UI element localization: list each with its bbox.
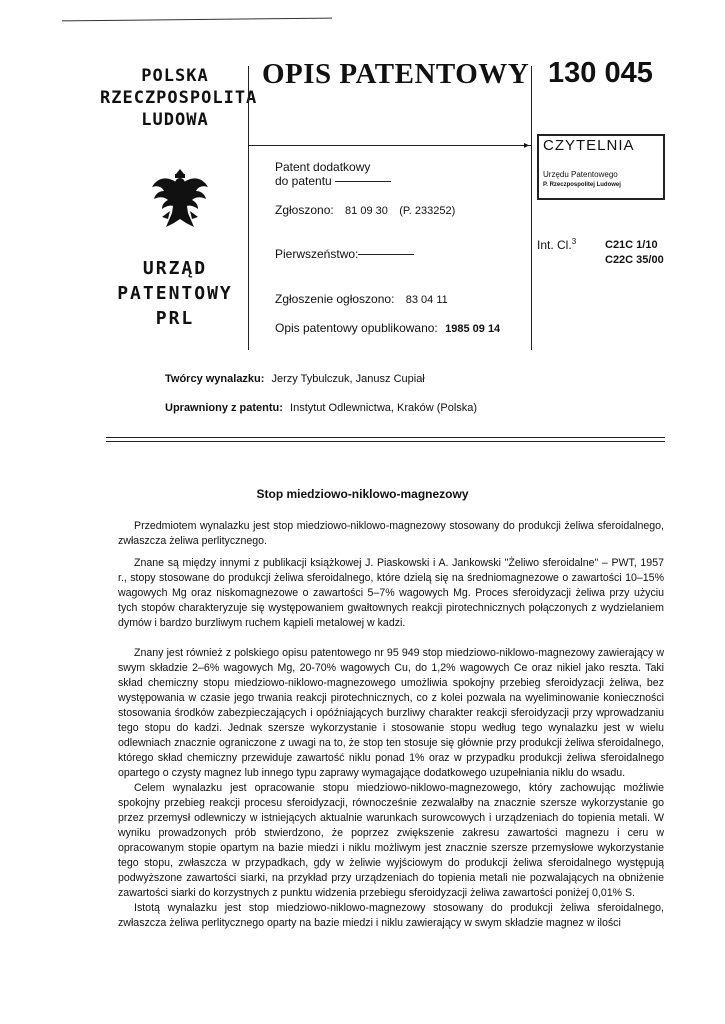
office-name-line-3: PRL — [155, 308, 195, 329]
classification-label: Int. Cl. — [537, 238, 572, 252]
classification-superscript: 3 — [571, 237, 577, 246]
patent-published-label: Opis patentowy opublikowano: — [275, 321, 438, 335]
additional-patent-label-1: Patent dodatkowy — [275, 160, 371, 174]
header-divider-right — [531, 66, 532, 350]
arrow-icon: ▸ — [524, 140, 530, 151]
application-published-label: Zgłoszenie ogłoszono: — [275, 292, 395, 306]
header-rule — [248, 145, 531, 146]
patent-number: 130 045 — [548, 57, 653, 89]
office-name-line-2: PATENTOWY — [117, 283, 233, 304]
article-title: Stop miedziowo-niklowo-magnezowy — [256, 487, 469, 501]
top-rule — [62, 18, 332, 22]
country-name-line-2: RZECZPOSPOLITA — [100, 88, 258, 108]
stamp-line-2: P. Rzeczpospolitej Ludowej — [543, 182, 621, 188]
document-title: OPIS PATENTOWY — [262, 58, 530, 90]
filed-row — [275, 203, 455, 218]
additional-patent-row — [275, 174, 391, 188]
priority-row — [275, 247, 414, 261]
paragraph-2: Znane są między innymi z publikacji książkowej J. Piaskowski i A. Jankowski "Żeliwo sferoidalne" – PWT, 1957 r., stopy stosowane do produkcji żeliwa sferoidalnego, które dzielą się na średniomagnezowe o zawartości 10–15% wagowych Mg oraz niskomagnezowe o zawartości 5–7% wagowych Mg. Proces sferoidyzacji żeliwa przy użyciu tych stopów charakteryzuje się występowaniem gwałtownych reakcji pirotechnicznych połączonych z wydzielaniem dymów i bardzo burzliwym ruchem kąpieli metalowej w kadzi. — [118, 557, 664, 629]
filed-number: (P. 233252) — [399, 205, 456, 217]
ipc-code-1: C21C 1/10 — [605, 239, 658, 251]
inventors-row — [165, 373, 425, 385]
eagle-emblem-icon — [150, 165, 210, 231]
section-rule-2 — [106, 441, 665, 442]
paragraph-3: Znany jest również z polskiego opisu patentowego nr 95 949 stop miedziowo-niklowo-magnezowy zawierający w swym składzie 2–6% wagowych Mg, 20-70% wagowych Cu, do 1,2% wagowych Ce oraz nikiel jako reszta. Taki skład chemiczny stopu miedziowo-niklowo-magnezowego umożliwia spokojny przebieg sferoidyzacji żeliwa, bez występowania w czasie jego trwania reakcji pirotechnicznych, co z kolei pozwala na wyeliminowanie konieczności stosowania środków zabezpieczających i opóźniających burzliwy charakter reakcji sferoidyzacji przy wprowadzaniu tego stopu do kadzi. Jednak szersze wykorzystanie i stosowanie stopu według tego wynalazku jest w wielu odlewniach znacznie ograniczone z uwagi na to, że stop ten stosuje się głównie przy produkcji żeliwa sferoidalnego, którego skład chemiczny przewiduje zawartość niklu ponad 1% oraz w przypadku produkcji żeliwa sferoidalnego opartego o czysty magnez lub innego typu zaprawy wymagające dodatkowego uzupełniania niklu do wsadu. — [118, 647, 664, 779]
owner-row — [165, 402, 477, 414]
section-rule-1 — [106, 437, 665, 438]
stamp-title: CZYTELNIA — [543, 137, 635, 154]
office-name-line-1: URZĄD — [142, 258, 208, 279]
paragraph-1: Przedmiotem wynalazku jest stop miedziowo-niklowo-magnezowy stosowany do produkcji żeliwa sferoidalnego, zwłaszcza żeliwa perlitycznego. — [118, 520, 664, 547]
ipc-code-2: C22C 35/00 — [605, 254, 664, 266]
inventors-value: Jerzy Tybulczuk, Janusz Cupiał — [271, 373, 425, 385]
filed-label: Zgłoszono: — [275, 203, 334, 217]
blank-line — [358, 254, 414, 255]
owner-value: Instytut Odlewnictwa, Kraków (Polska) — [290, 402, 478, 414]
priority-label: Pierwszeństwo: — [275, 247, 359, 261]
filed-date: 81 09 30 — [345, 205, 388, 217]
country-name-line-3: LUDOWA — [141, 110, 209, 130]
paragraph-5: Istotą wynalazku jest stop miedziowo-niklowo-magnezowy stosowany do produkcji żeliwa sferoidalnego, zwłaszcza żeliwa perlitycznego oparty na bazie miedzi i niklu zawierający w swym składzie magnez w ilości — [118, 902, 664, 929]
blank-line — [335, 181, 391, 182]
inventors-label: Twórcy wynalazku: — [165, 373, 265, 385]
paragraph-4: Celem wynalazku jest opracowanie stopu miedziowo-niklowo-magnezowego, który zachowując możliwie spokojny przebieg reakcji procesu sferoidyzacji, równocześnie zezwalałby na znacznie szersze wykorzystanie go przez przemysł odlewniczy w istniejących aktualnie warunkach surowcowych i urządzeniach do topienia metali. W wyniku prowadzonych prób stwierdzono, że poprzez zwiększenie zakresu zawartości magnezu i ceru w opracowanym stopie opartym na bazie miedzi i niklu możliwym jest znacznie szersze przemysłowe wykorzystanie tego stopu, zwłaszcza w przypadkach, gdy w żeliwie wyjściowym do produkcji żeliwa sferoidalnego występują podwyższone zawartości siarki, na przykład przy urządzeniach do topienia metali nie pozwalających na obniżenie zawartości siarki do korzystnych z punktu widzenia przebiegu sferoidyzacji żeliwa zawartości poniżej 0,01% S. — [118, 782, 664, 899]
patent-published-date: 1985 09 14 — [445, 323, 501, 335]
application-published-row — [275, 292, 448, 307]
additional-patent-label-2: do patentu — [275, 174, 332, 188]
header-divider-left — [248, 66, 249, 350]
library-stamp — [537, 134, 665, 200]
application-published-date: 83 04 11 — [405, 294, 448, 306]
classification-label-row — [537, 237, 576, 252]
country-name-line-1: POLSKA — [141, 66, 209, 86]
patent-published-row — [275, 321, 500, 336]
owner-label: Uprawniony z patentu: — [165, 402, 283, 414]
stamp-line-1: Urzędu Patentowego — [543, 170, 618, 179]
